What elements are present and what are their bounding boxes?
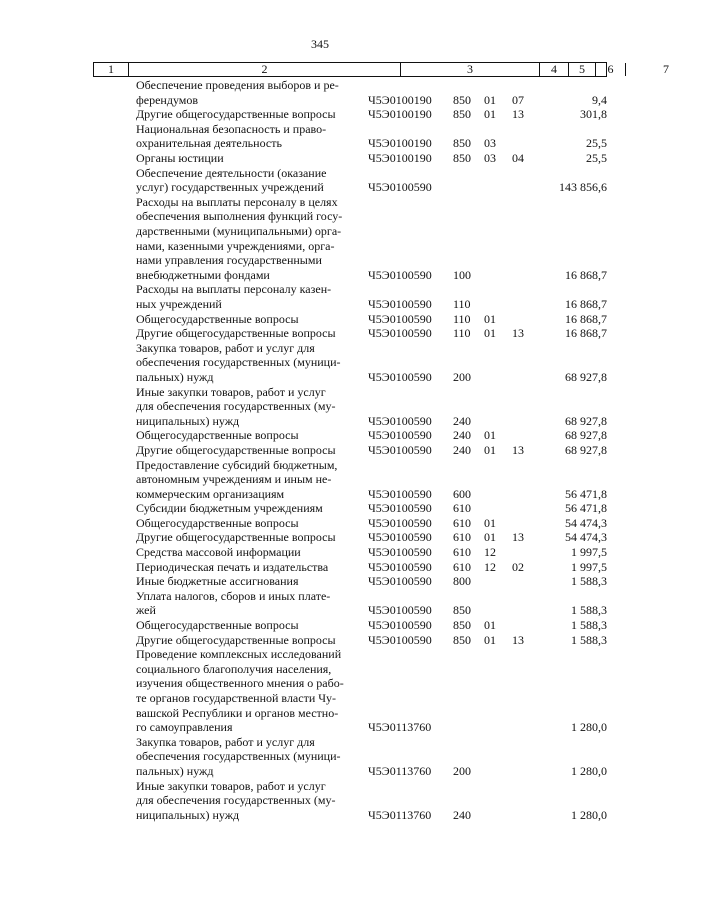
table-body — [0, 78, 640, 822]
row-name — [136, 618, 360, 633]
row-name — [136, 443, 360, 458]
row-amount: 1 280,0 — [571, 764, 607, 779]
row-name-line: Субсидии бюджетным учреждениям — [136, 501, 323, 516]
table-row — [0, 151, 640, 166]
row-code: Ч5Э0100590 — [368, 632, 432, 647]
table-row — [0, 516, 640, 531]
row-name-line: коммерческим организациям — [136, 486, 285, 501]
row-code: Ч5Э0100590 — [368, 326, 432, 341]
row-section: 03 — [484, 150, 496, 165]
row-subsection: 13 — [512, 530, 524, 545]
row-expense-type: 110 — [453, 296, 471, 311]
row-expense-type: 850 — [453, 632, 471, 647]
header-col-4: 4 — [540, 63, 569, 76]
row-name-line: Закупка товаров, работ и услуг для — [136, 734, 315, 749]
row-code: Ч5Э0100590 — [368, 501, 432, 516]
row-name-line: Проведение комплексных исследований — [136, 647, 342, 662]
row-expense-type: 110 — [453, 311, 471, 326]
table-row — [0, 458, 640, 502]
row-expense-type: 610 — [453, 545, 471, 560]
row-expense-type: 850 — [453, 150, 471, 165]
row-expense-type: 610 — [453, 530, 471, 545]
row-section: 03 — [484, 136, 496, 151]
row-name-line: Обеспечение деятельности (оказание — [136, 165, 327, 180]
row-name-line: Иные закупки товаров, работ и услуг — [136, 778, 326, 793]
row-amount: 9,4 — [592, 92, 607, 107]
row-subsection: 13 — [512, 107, 524, 122]
row-expense-type: 240 — [453, 807, 471, 822]
row-section: 01 — [484, 326, 496, 341]
row-name-line: Уплата налогов, сборов и иных плате- — [136, 588, 331, 603]
row-code: Ч5Э0100590 — [368, 618, 432, 633]
row-name-line: пальных) нужд — [136, 764, 214, 779]
table-row — [0, 341, 640, 385]
row-subsection: 04 — [512, 150, 524, 165]
row-name — [136, 501, 360, 516]
row-name-line: Общегосударственные вопросы — [136, 428, 299, 443]
row-expense-type: 610 — [453, 515, 471, 530]
row-expense-type: 800 — [453, 574, 471, 589]
row-expense-type: 850 — [453, 603, 471, 618]
row-section: 01 — [484, 530, 496, 545]
row-section: 12 — [484, 545, 496, 560]
row-code: Ч5Э0100590 — [368, 486, 432, 501]
row-name-line: Другие общегосударственные вопросы — [136, 442, 336, 457]
table-row — [0, 545, 640, 560]
row-code: Ч5Э0100190 — [368, 150, 432, 165]
row-name-line: нами, казенными учреждениями, орга- — [136, 238, 335, 253]
row-expense-type: 100 — [453, 267, 471, 282]
row-section: 01 — [484, 107, 496, 122]
row-name — [136, 107, 360, 122]
row-code: Ч5Э0113760 — [368, 764, 432, 779]
table-row — [0, 385, 640, 429]
row-amount: 68 927,8 — [565, 442, 607, 457]
row-section: 01 — [484, 618, 496, 633]
row-subsection: 13 — [512, 326, 524, 341]
row-name-line: автономным учреждениям и иным не- — [136, 472, 332, 487]
row-expense-type: 240 — [453, 442, 471, 457]
row-name-line: го самоуправления — [136, 720, 233, 735]
row-code: Ч5Э0100590 — [368, 559, 432, 574]
header-col-2: 2 — [129, 63, 401, 76]
row-name-line: ниципальных) нужд — [136, 807, 240, 822]
row-expense-type: 850 — [453, 618, 471, 633]
row-amount: 16 868,7 — [565, 296, 607, 311]
row-name — [136, 589, 360, 618]
row-amount: 54 474,3 — [565, 515, 607, 530]
table-row — [0, 633, 640, 648]
row-name — [136, 78, 360, 107]
row-amount: 301,8 — [580, 107, 607, 122]
row-name-line: Иные бюджетные ассигнования — [136, 574, 299, 589]
row-code: Ч5Э0100590 — [368, 311, 432, 326]
row-name-line: услуг) государственных учреждений — [136, 180, 324, 195]
row-name-line: обеспечения государственных (муници- — [136, 355, 341, 370]
row-name-line: те органов государственной власти Чу- — [136, 691, 337, 706]
row-name — [136, 779, 360, 823]
row-expense-type: 600 — [453, 486, 471, 501]
header-col-6: 6 — [596, 63, 626, 76]
row-expense-type: 240 — [453, 413, 471, 428]
table-row — [0, 122, 640, 151]
row-expense-type: 200 — [453, 764, 471, 779]
table-row — [0, 282, 640, 311]
row-name — [136, 458, 360, 502]
row-name — [136, 530, 360, 545]
row-expense-type: 240 — [453, 428, 471, 443]
row-name-line: внебюджетными фондами — [136, 267, 270, 282]
row-name-line: пальных) нужд — [136, 369, 214, 384]
row-name-line: для обеспечения государственных (му- — [136, 793, 336, 808]
row-name — [136, 735, 360, 779]
row-code: Ч5Э0100590 — [368, 428, 432, 443]
row-expense-type: 850 — [453, 107, 471, 122]
row-amount: 1 997,5 — [571, 559, 607, 574]
row-name — [136, 545, 360, 560]
row-code: Ч5Э0100590 — [368, 515, 432, 530]
row-amount: 1 588,3 — [571, 603, 607, 618]
row-expense-type: 850 — [453, 92, 471, 107]
table-row — [0, 589, 640, 618]
table-row — [0, 618, 640, 633]
row-name-line: жей — [136, 603, 156, 618]
table-row — [0, 735, 640, 779]
table-row — [0, 530, 640, 545]
header-col-1: 1 — [94, 63, 129, 76]
row-name — [136, 633, 360, 648]
row-name-line: Расходы на выплаты персоналу казен- — [136, 282, 332, 297]
row-code: Ч5Э0100590 — [368, 267, 432, 282]
table-row — [0, 428, 640, 443]
table-row — [0, 443, 640, 458]
row-amount: 68 927,8 — [565, 369, 607, 384]
row-name-line: Другие общегосударственные вопросы — [136, 530, 336, 545]
row-expense-type: 610 — [453, 559, 471, 574]
row-amount: 1 588,3 — [571, 618, 607, 633]
table-row — [0, 647, 640, 735]
row-code: Ч5Э0100190 — [368, 107, 432, 122]
row-code: Ч5Э0100590 — [368, 530, 432, 545]
header-col-7: 7 — [663, 62, 669, 76]
row-name-line: Предоставление субсидий бюджетным, — [136, 457, 338, 472]
row-name — [136, 195, 360, 283]
row-name-line: ниципальных) нужд — [136, 413, 240, 428]
row-section: 01 — [484, 632, 496, 647]
row-name-line: Органы юстиции — [136, 150, 224, 165]
row-name — [136, 151, 360, 166]
row-amount: 143 856,6 — [559, 180, 607, 195]
row-name — [136, 516, 360, 531]
row-name-line: дарственными (муниципальными) орга- — [136, 223, 342, 238]
row-amount: 1 280,0 — [571, 807, 607, 822]
table-row — [0, 501, 640, 516]
row-amount: 16 868,7 — [565, 311, 607, 326]
table-row — [0, 195, 640, 283]
page-number: 345 — [311, 37, 329, 51]
row-section: 01 — [484, 442, 496, 457]
row-code: Ч5Э0100590 — [368, 296, 432, 311]
row-name-line: нами управления государственными — [136, 253, 322, 268]
table-row — [0, 779, 640, 823]
row-code: Ч5Э0113760 — [368, 720, 432, 735]
row-name-line: Национальная безопасность и право- — [136, 121, 327, 136]
row-amount: 1 280,0 — [571, 720, 607, 735]
row-name-line: для обеспечения государственных (му- — [136, 399, 336, 414]
row-name — [136, 428, 360, 443]
table-row — [0, 107, 640, 122]
row-section: 01 — [484, 428, 496, 443]
row-name-line: социального благополучия населения, — [136, 661, 332, 676]
row-code: Ч5Э0100590 — [368, 574, 432, 589]
row-subsection: 02 — [512, 559, 524, 574]
row-amount: 56 471,8 — [565, 486, 607, 501]
row-name-line: Закупка товаров, работ и услуг для — [136, 340, 315, 355]
row-amount: 68 927,8 — [565, 413, 607, 428]
row-expense-type: 200 — [453, 369, 471, 384]
row-name-line: обеспечения государственных (муници- — [136, 749, 341, 764]
row-amount: 1 588,3 — [571, 632, 607, 647]
row-name — [136, 326, 360, 341]
row-amount: 56 471,8 — [565, 501, 607, 516]
row-name-line: Средства массовой информации — [136, 545, 301, 560]
row-amount: 1 997,5 — [571, 545, 607, 560]
row-name-line: изучения общественного мнения о рабо- — [136, 676, 344, 691]
row-name-line: обеспечения выполнения функций госу- — [136, 209, 343, 224]
row-amount: 1 588,3 — [571, 574, 607, 589]
row-amount: 25,5 — [586, 150, 607, 165]
row-code: Ч5Э0100590 — [368, 180, 432, 195]
row-code: Ч5Э0100590 — [368, 413, 432, 428]
row-expense-type: 110 — [453, 326, 471, 341]
row-amount: 54 474,3 — [565, 530, 607, 545]
row-subsection: 13 — [512, 632, 524, 647]
row-subsection: 07 — [512, 92, 524, 107]
row-code: Ч5Э0113760 — [368, 807, 432, 822]
row-name — [136, 385, 360, 429]
row-name-line: Другие общегосударственные вопросы — [136, 326, 336, 341]
row-name-line: ных учреждений — [136, 296, 222, 311]
table-row — [0, 326, 640, 341]
row-name — [136, 341, 360, 385]
row-subsection: 13 — [512, 442, 524, 457]
row-expense-type: 850 — [453, 136, 471, 151]
table-row — [0, 574, 640, 589]
row-name-line: Расходы на выплаты персоналу в целях — [136, 194, 338, 209]
row-code: Ч5Э0100590 — [368, 603, 432, 618]
header-col-5: 5 — [569, 63, 596, 76]
row-name — [136, 574, 360, 589]
row-section: 01 — [484, 311, 496, 326]
row-name-line: Общегосударственные вопросы — [136, 618, 299, 633]
row-name — [136, 282, 360, 311]
row-name — [136, 647, 360, 735]
table-row — [0, 78, 640, 107]
row-name-line: Иные закупки товаров, работ и услуг — [136, 384, 326, 399]
row-amount: 16 868,7 — [565, 326, 607, 341]
row-section: 01 — [484, 515, 496, 530]
row-name-line: охранительная деятельность — [136, 136, 282, 151]
row-amount: 68 927,8 — [565, 428, 607, 443]
row-code: Ч5Э0100190 — [368, 136, 432, 151]
table-row — [0, 166, 640, 195]
row-name-line: Общегосударственные вопросы — [136, 311, 299, 326]
row-name-line: Другие общегосударственные вопросы — [136, 632, 336, 647]
table-header — [93, 62, 669, 77]
row-name-line: Другие общегосударственные вопросы — [136, 107, 336, 122]
row-amount: 16 868,7 — [565, 267, 607, 282]
table-row — [0, 560, 640, 575]
row-name — [136, 122, 360, 151]
row-name-line: Общегосударственные вопросы — [136, 515, 299, 530]
row-code: Ч5Э0100190 — [368, 92, 432, 107]
table-row — [0, 312, 640, 327]
row-name-line: Обеспечение проведения выборов и ре- — [136, 78, 339, 92]
row-section: 12 — [484, 559, 496, 574]
row-name-line: вашской Республики и органов местно- — [136, 705, 339, 720]
row-name — [136, 560, 360, 575]
row-expense-type: 610 — [453, 501, 471, 516]
row-section: 01 — [484, 92, 496, 107]
header-col-3: 3 — [401, 63, 540, 76]
row-name-line: ферендумов — [136, 92, 199, 107]
row-amount: 25,5 — [586, 136, 607, 151]
row-code: Ч5Э0100590 — [368, 545, 432, 560]
row-name — [136, 166, 360, 195]
row-name — [136, 312, 360, 327]
row-code: Ч5Э0100590 — [368, 442, 432, 457]
row-name-line: Периодическая печать и издательства — [136, 559, 329, 574]
row-code: Ч5Э0100590 — [368, 369, 432, 384]
